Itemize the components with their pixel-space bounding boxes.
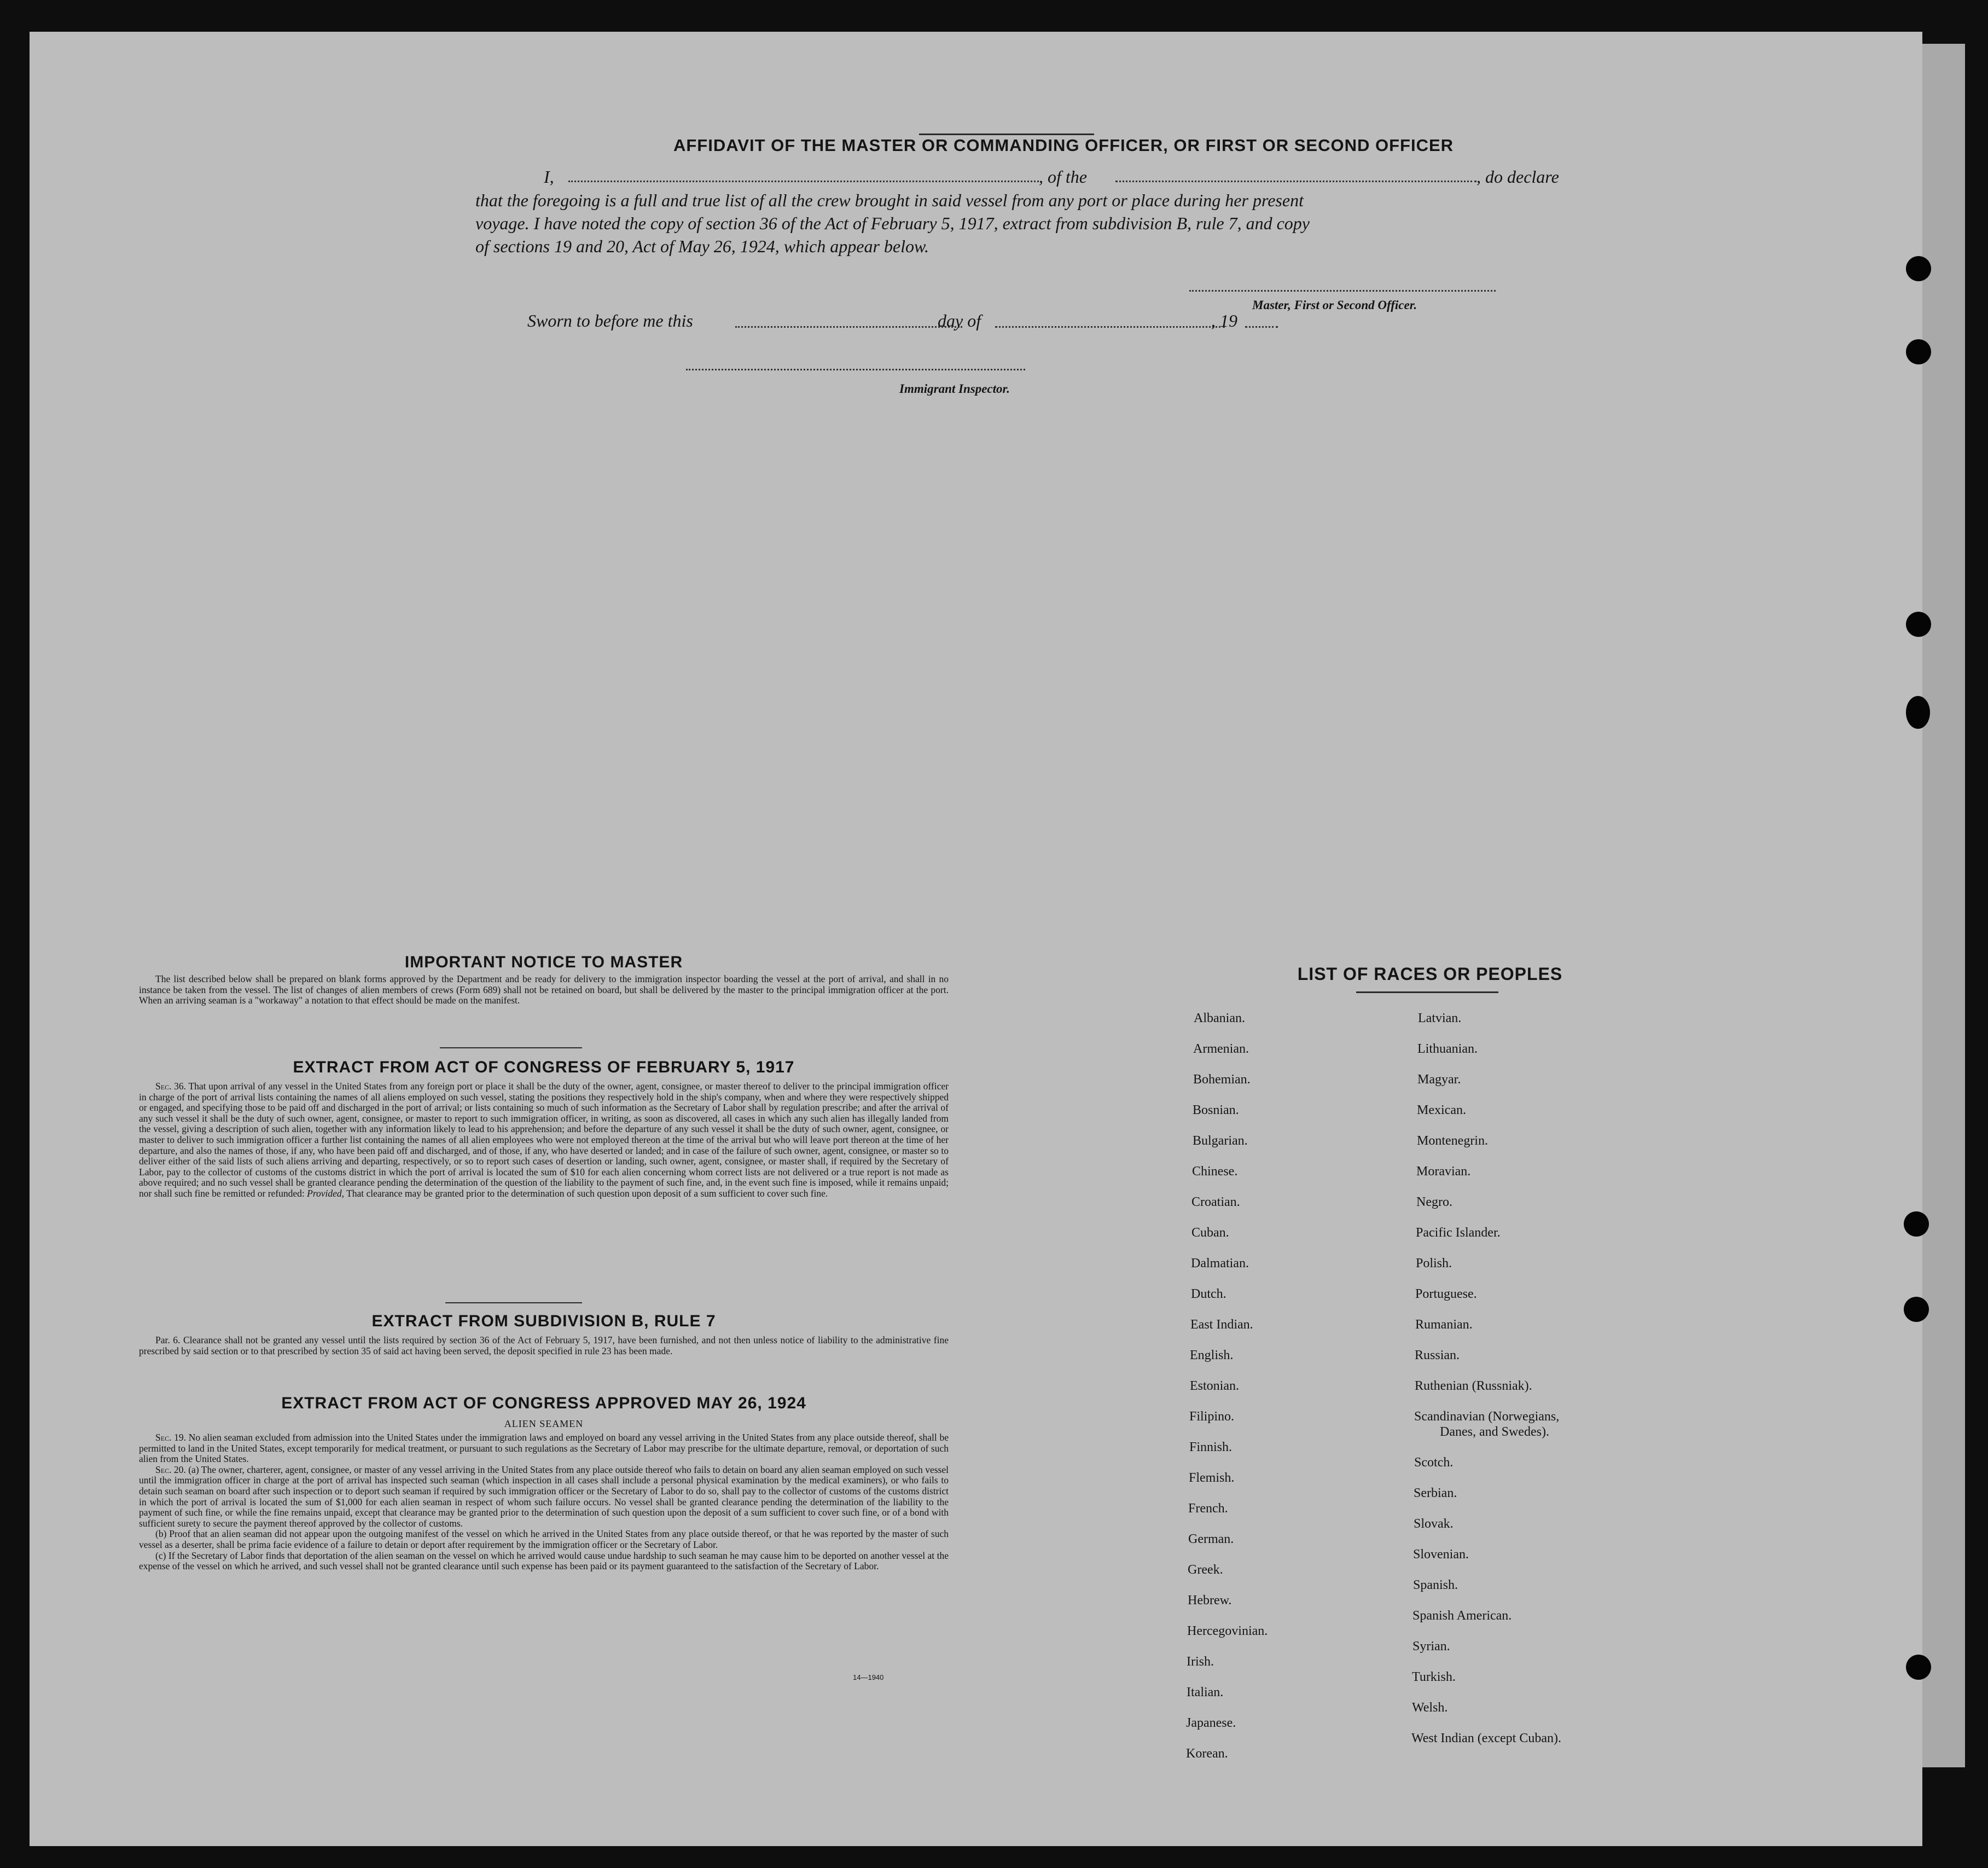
race-item: Scandinavian (Norwegians,	[1414, 1409, 1560, 1424]
notice-title: IMPORTANT NOTICE TO MASTER	[404, 953, 683, 971]
affiant-vessel-field[interactable]	[1115, 181, 1477, 182]
extract-1917-title: EXTRACT FROM ACT OF CONGRESS OF FEBRUARY 5, 1917	[293, 1058, 795, 1076]
race-item: Ruthenian (Russniak).	[1415, 1379, 1532, 1393]
provided-word: Provided,	[307, 1187, 344, 1199]
race-item: Hebrew.	[1188, 1593, 1232, 1608]
notice-text: The list described below shall be prepared on blank forms approved by the Department and be ready for delivery to the immigration inspector boarding the vessel at the port of arrival, and shall in no instance be taken from the vessel. The list of changes of alien members of crews (Form 689) shall not be retained on board, but shall be delivered by the master to the principal immigration officer at the port. When an arriving seaman is a "workaway" a notation to that effect should be made on the manifest.	[139, 973, 949, 1006]
extract-1924-title: EXTRACT FROM ACT OF CONGRESS APPROVED MAY 26, 1924	[281, 1394, 806, 1412]
race-item: Syrian.	[1412, 1639, 1450, 1654]
race-item: French.	[1188, 1501, 1228, 1516]
race-item: Montenegrin.	[1417, 1134, 1488, 1148]
extract-1917-rule	[445, 1302, 582, 1303]
race-item: Turkish.	[1412, 1670, 1456, 1684]
race-item: Filipino.	[1189, 1409, 1235, 1424]
alien-seamen-subtitle: ALIEN SEAMEN	[504, 1418, 584, 1429]
sec-20a-text: (a) The owner, charterer, agent, consignee, or master of any vessel arriving in the United States from any place outside thereof who fails to detain on board any alien seaman employed on such vessel until the immigration officer in charge at the port of arrival has inspected such seaman (which inspection in all cases shall include a personal physical examination by the medical examiners), or who fails to detain such seaman on board after such inspection or to deport such seaman if required by such immigration officer or the Secretary of Labor to do so, shall pay to the collector of customs of the customs district in which the port of arrival is located the sum of $1,000 for each alien seaman in respect of whom such failure occurs. No vessel shall be granted clearance pending the determination of the liability to the payment of such fine, or while the fine remains unpaid, except that clearance may be granted prior to the determination of such question upon the deposit of a sum sufficient to cover such fine, or of a bond with sufficient surety to secure the payment thereof approved by the collector of customs.	[139, 1464, 949, 1529]
affidavit-line-4: of sections 19 and 20, Act of May 26, 1924, which appear below.	[475, 236, 929, 256]
sec-36-label: Sec. 36.	[155, 1081, 187, 1092]
binder-hole	[1906, 696, 1930, 729]
race-item: Flemish.	[1189, 1471, 1235, 1485]
master-signature-field[interactable]	[1189, 290, 1496, 292]
race-item: Negro.	[1416, 1195, 1452, 1209]
rule7-title: EXTRACT FROM SUBDIVISION B, RULE 7	[371, 1312, 716, 1330]
race-item: West Indian (except Cuban).	[1411, 1731, 1561, 1745]
race-item: Estonian.	[1190, 1379, 1239, 1393]
race-item: Russian.	[1415, 1348, 1460, 1362]
binder-hole	[1906, 339, 1931, 364]
binder-hole	[1904, 1211, 1929, 1237]
race-item: Irish.	[1187, 1655, 1214, 1669]
sec-20-label: Sec. 20.	[155, 1464, 186, 1475]
sec-20c-text: (c) If the Secretary of Labor finds that deportation of the alien seaman on the vessel on which he arrived would cause undue hardship to such seaman he may cause him to be deported on another vessel at the expense of the vessel on which he arrived, and such vessel shall not be granted clearance until such expense has been paid or its payment guaranteed to the satisfaction of the Secretary of Labor.	[139, 1550, 949, 1572]
race-item: Korean.	[1186, 1747, 1228, 1761]
race-item: Welsh.	[1412, 1701, 1448, 1715]
race-item: Bohemian.	[1193, 1072, 1251, 1087]
race-item: Moravian.	[1416, 1164, 1471, 1179]
race-item: Albanian.	[1194, 1011, 1245, 1025]
sworn-month-field[interactable]	[995, 326, 1225, 328]
sec-20b-text: (b) Proof that an alien seaman did not appear upon the outgoing manifest of the vessel on which he arrived in the United States from any place outside thereof, or that he was reported by the master of such vessel as a deserter, shall be prima facie evidence of a failure to detain or deport after requirement by the immigration officer or the Secretary of Labor.	[139, 1528, 949, 1550]
race-item: Slovenian.	[1413, 1547, 1469, 1562]
sworn-day-of: day of	[938, 311, 981, 330]
sworn-date-field[interactable]	[735, 326, 962, 328]
binder-hole	[1904, 1297, 1929, 1322]
race-item: East Indian.	[1190, 1318, 1253, 1332]
race-item: Portuguese.	[1415, 1287, 1477, 1301]
affidavit-i: I,	[544, 167, 554, 187]
race-item: Spanish American.	[1412, 1609, 1512, 1623]
race-item: German.	[1188, 1532, 1234, 1546]
race-item: Cuban.	[1191, 1226, 1229, 1240]
race-item: English.	[1190, 1348, 1234, 1362]
races-rule	[1356, 991, 1498, 993]
race-item: Bosnian.	[1193, 1103, 1239, 1117]
affidavit-line-2: that the foregoing is a full and true list of all the crew brought in said vessel from any port or place during her present	[475, 190, 1304, 210]
notice-body	[139, 974, 949, 1006]
race-item: Lithuanian.	[1417, 1042, 1478, 1056]
race-item: Japanese.	[1186, 1716, 1236, 1730]
binder-hole	[1906, 612, 1931, 637]
race-item: Dalmatian.	[1191, 1256, 1249, 1271]
document-sheet	[30, 32, 1922, 1846]
race-item: Dutch.	[1191, 1287, 1226, 1301]
race-item: Latvian.	[1418, 1011, 1462, 1025]
race-item: Greek.	[1188, 1563, 1223, 1577]
race-item: Hercegovinian.	[1187, 1624, 1268, 1638]
binder-hole	[1906, 1655, 1931, 1680]
page-edge-strip	[1922, 44, 1965, 1767]
affidavit-declare: , do declare	[1477, 167, 1559, 187]
extract-1924-body	[139, 1432, 949, 1572]
race-item: Danes, and Swedes).	[1440, 1425, 1549, 1439]
race-item: Croatian.	[1191, 1195, 1240, 1209]
race-item: Mexican.	[1417, 1103, 1466, 1117]
affidavit-of-the: , of the	[1039, 167, 1087, 187]
affiant-name-field[interactable]	[568, 181, 1039, 182]
rule7-body	[139, 1335, 949, 1356]
inspector-signature-label: Immigrant Inspector.	[899, 382, 1010, 396]
race-item: Serbian.	[1414, 1486, 1457, 1500]
extract-1917-body	[139, 1081, 949, 1199]
inspector-signature-field[interactable]	[686, 369, 1025, 370]
race-item: Chinese.	[1192, 1164, 1238, 1179]
binder-hole	[1906, 256, 1931, 281]
rule7-text: Par. 6. Clearance shall not be granted any vessel until the lists required by section 36 of the Act of February 5, 1917, have been furnished, and not then unless notice of liability to the administrative fine prescribed by said section or to that prescribed by section 35 of said act having been served, the deposit specified in rule 23 has been made.	[139, 1335, 949, 1356]
affidavit-rule	[919, 134, 1094, 135]
race-item: Finnish.	[1189, 1440, 1233, 1454]
race-item: Pacific Islander.	[1416, 1226, 1501, 1240]
race-item: Spanish.	[1413, 1578, 1458, 1592]
form-number: 14—1940	[853, 1673, 884, 1681]
master-signature-label: Master, First or Second Officer.	[1252, 298, 1417, 312]
races-title: LIST OF RACES OR PEOPLES	[1297, 964, 1563, 984]
race-item: Rumanian.	[1415, 1318, 1473, 1332]
race-item: Scotch.	[1414, 1455, 1454, 1470]
sec-19-text: No alien seaman excluded from admission into the United States under the immigration laws and employed on board any vessel arriving in the United States from any place outside thereof, shall be permitted to land in the United States, except temporarily for medical treatment, or pursuant to such regulations as the Secretary of Labor may prescribe for the ultimate departure, removal, or deportation of such alien from the United States.	[139, 1432, 949, 1465]
race-item: Polish.	[1416, 1256, 1452, 1271]
race-item: Magyar.	[1417, 1072, 1461, 1087]
sworn-year-prefix: , 19	[1211, 311, 1237, 330]
race-item: Armenian.	[1193, 1042, 1249, 1056]
sworn-year-field[interactable]	[1245, 326, 1278, 328]
sworn-label: Sworn to before me this	[527, 311, 693, 330]
race-item: Slovak.	[1414, 1517, 1454, 1531]
sec-36-text-b: That clearance may be granted prior to the determination of such question upon deposit of a sum sufficient to cover such fine.	[346, 1187, 828, 1199]
race-item: Italian.	[1187, 1685, 1224, 1699]
sec-19-label: Sec. 19.	[155, 1432, 187, 1443]
affidavit-title: AFFIDAVIT OF THE MASTER OR COMMANDING OFFICER, OR FIRST OR SECOND OFFICER	[673, 136, 1454, 155]
notice-rule	[440, 1047, 582, 1048]
race-item: Bulgarian.	[1193, 1134, 1248, 1148]
sec-36-text-a: That upon arrival of any vessel in the United States from any foreign port or place it shall be the duty of the owner, agent, consignee, or master thereof to deliver to the principal immigration officer in charge of the port of arrival lists containing the names of all aliens employed on such vessel, stating the positions they respectively hold in the ship's company, when and where they were respectively shipped or engaged, and specifying those to be paid off and discharged in the port of arrival; or lists containing so much of such information as the Secretary of Labor shall by regulation prescribe; and after the arrival of any such vessel it shall be the duty of such owner, agent, consignee, or master to report to such immigration officer, in writing, as soon as discovered, all cases in which any such alien has illegally landed from the vessel, giving a description of such alien, together with any information likely to lead to his apprehension; and before the departure of any such vessel it shall be the duty of such owner, agent, consignee, or master to deliver to such immigration officer a further list containing the names of all alien employees who were not employed thereon at the time of the arrival but who will leave port thereon at the time of her departure, and also the names of those, if any, who have been paid off and discharged, and of those, if any, who have deserted or landed; and in case of the failure of such owner, agent, consignee, or master so to deliver either of the said lists of such aliens arriving and departing, respectively, or so to report such cases of desertion or landing, such owner, agent, consignee, or master shall, if required by the Secretary of Labor, pay to the collector of customs of the customs district in which the port of arrival is located the sum of $10 for each alien concerning whom correct lists are not delivered or a true report is not made as above required; and no such vessel shall be granted clearance pending the determination of the question of the liability to the payment of such fine, and, in the event such fine is imposed, while it remains unpaid; nor shall such fine be remitted or refunded:	[139, 1081, 949, 1199]
affidavit-line-3: voyage. I have noted the copy of section 36 of the Act of February 5, 1917, extract from subdivision B, rule 7, and copy	[475, 213, 1310, 233]
